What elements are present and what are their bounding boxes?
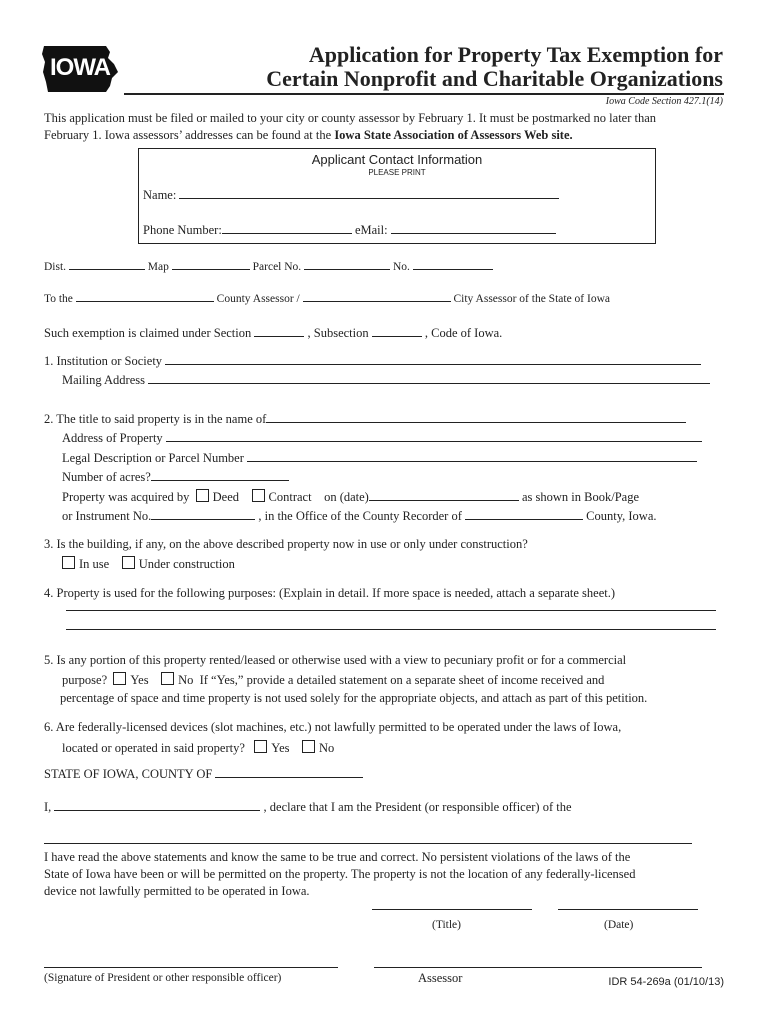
- in-use-label: In use: [79, 557, 110, 571]
- name-row: [143, 187, 559, 203]
- mailing-label: Mailing Address: [62, 373, 145, 387]
- map-label: Map: [147, 261, 169, 273]
- deed-label: Deed: [212, 490, 240, 504]
- title-field[interactable]: [372, 909, 532, 910]
- property-address-row: [62, 430, 702, 446]
- acres-label: Number of acres?: [62, 470, 151, 484]
- parcel-label: Parcel No.: [252, 261, 302, 273]
- legal-label: Legal Description or Parcel Number: [62, 451, 244, 465]
- purpose-line-1[interactable]: [66, 610, 716, 611]
- q6-yes-label: Yes: [271, 741, 290, 755]
- title-label: (Title): [432, 919, 461, 931]
- intro-line1: This application must be filed or mailed to your city or county assessor by February 1. It must be postmarked no later than: [44, 111, 657, 125]
- under-construction-checkbox[interactable]: [122, 556, 135, 569]
- page-title-line1: Application for Property Tax Exemption for: [308, 42, 723, 67]
- q1-row: [44, 353, 701, 369]
- address-label: Address of Property: [62, 431, 163, 445]
- name-label: Name:: [143, 188, 177, 202]
- instrument-row: [62, 508, 657, 524]
- county-of-field[interactable]: [215, 766, 363, 778]
- q3-label: 3. Is the building, if any, on the above described property now in use or only under construction?: [44, 537, 528, 551]
- page-title-line2: Certain Nonprofit and Charitable Organizations: [266, 66, 723, 91]
- state-county-row: [44, 766, 363, 782]
- statement-line1: I have read the above statements and know the same to be true and correct. No persistent violations of the laws of the: [44, 850, 631, 864]
- assessor-field[interactable]: [374, 967, 702, 968]
- parcel-field[interactable]: [304, 258, 390, 270]
- intro-line2-text: February 1. Iowa assessors’ addresses can be found at the: [44, 128, 335, 142]
- acquired-row: [62, 489, 639, 505]
- statement-line3: device not lawfully permitted to be operated in Iowa.: [44, 884, 310, 898]
- declarant-name-field[interactable]: [54, 799, 260, 811]
- phone-field[interactable]: [222, 222, 352, 234]
- mailing-address-field[interactable]: [148, 372, 710, 384]
- logo-text: IOWA: [50, 54, 110, 81]
- state-county-label: STATE OF IOWA, COUNTY OF: [44, 767, 213, 781]
- instrument-label: or Instrument No.: [62, 509, 152, 523]
- no-field[interactable]: [413, 258, 493, 270]
- no-label: No.: [392, 261, 410, 273]
- book-page-label: as shown in Book/Page: [521, 490, 639, 504]
- q6-no-checkbox[interactable]: [302, 740, 315, 753]
- header-rule: [124, 93, 724, 95]
- q5-line3: percentage of space and time property is not used solely for the appropriate objects, and attach as part of this petition.: [60, 691, 648, 705]
- property-address-field[interactable]: [166, 430, 702, 442]
- applicant-contact-box: [138, 148, 656, 244]
- title-name-field[interactable]: [266, 411, 686, 423]
- acquired-label: Property was acquired by: [62, 490, 190, 504]
- declare-row: [44, 799, 572, 815]
- to-label: To the: [44, 293, 73, 305]
- q2-label: 2. The title to said property is in the name of: [44, 412, 267, 426]
- q4-label: 4. Property is used for the following purposes: (Explain in detail. If more space is needed, attach a separate sheet.): [44, 586, 615, 600]
- recorder-county-field[interactable]: [465, 508, 583, 520]
- acquired-date-field[interactable]: [369, 489, 519, 501]
- dist-field[interactable]: [69, 258, 145, 270]
- contact-box-subtitle: PLEASE PRINT: [368, 168, 426, 177]
- q6-line1: 6. Are federally-licensed devices (slot machines, etc.) not lawfully permitted to be operated under the laws of Iowa,: [44, 720, 622, 734]
- claim-text-1: Such exemption is claimed under Section: [44, 326, 252, 340]
- q5-if-yes-text: If “Yes,” provide a detailed statement on a separate sheet of income received and: [199, 673, 605, 687]
- acres-row: [62, 469, 289, 485]
- signature-label: (Signature of President or other responsible officer): [44, 972, 282, 984]
- date-label: (Date): [604, 919, 634, 931]
- q3-options: [62, 556, 235, 572]
- email-field[interactable]: [391, 222, 556, 234]
- iowa-logo: [40, 42, 122, 96]
- county-iowa-label: County, Iowa.: [586, 509, 657, 523]
- q6-question: located or operated in said property?: [62, 741, 245, 755]
- assessors-website-link[interactable]: Iowa State Association of Assessors Web site.: [334, 128, 573, 142]
- claim-text-3: , Code of Iowa.: [424, 326, 503, 340]
- q6-no-label: No: [319, 741, 335, 755]
- q6-yes-checkbox[interactable]: [254, 740, 267, 753]
- purpose-line-2[interactable]: [66, 629, 716, 630]
- signature-field[interactable]: [44, 967, 338, 968]
- parcel-row: [44, 258, 493, 273]
- date-field[interactable]: [558, 909, 698, 910]
- purpose-label: purpose?: [62, 673, 108, 687]
- contract-label: Contract: [268, 490, 312, 504]
- q5-no-label: No: [178, 673, 194, 687]
- q1-mailing-row: [62, 372, 710, 388]
- declare-text: , declare that I am the President (or responsible officer) of the: [263, 800, 572, 814]
- dist-label: Dist.: [44, 261, 67, 273]
- county-assessor-label: County Assessor /: [216, 293, 300, 305]
- q2-row: [44, 411, 686, 427]
- under-construction-label: Under construction: [138, 557, 235, 571]
- form-id: IDR 54-269a (01/10/13): [608, 976, 724, 988]
- in-use-checkbox[interactable]: [62, 556, 75, 569]
- email-label: eMail:: [354, 223, 388, 237]
- instrument-field[interactable]: [151, 508, 255, 520]
- institution-field[interactable]: [165, 353, 701, 365]
- name-field[interactable]: [179, 187, 559, 199]
- statement-line2: State of Iowa have been or will be permitted on the property. The property is not the location of any federally-licensed: [44, 867, 636, 881]
- q5-line1: 5. Is any portion of this property rented/leased or otherwise used with a view to pecuniary profit or for a commercial: [44, 653, 627, 667]
- q1-label: 1. Institution or Society: [44, 354, 163, 368]
- city-assessor-label: City Assessor of the State of Iowa: [453, 293, 610, 305]
- i-label: I,: [44, 800, 52, 814]
- legal-description-field[interactable]: [247, 450, 697, 462]
- map-field[interactable]: [172, 258, 250, 270]
- city-name-field[interactable]: [303, 290, 451, 302]
- q5-yes-label: Yes: [130, 673, 149, 687]
- q5-line2: [62, 672, 604, 688]
- phone-email-row: [143, 222, 556, 238]
- contact-box-title: Applicant Contact Information: [311, 152, 483, 167]
- claim-text-2: , Subsection: [307, 326, 369, 340]
- section-field[interactable]: [254, 325, 304, 337]
- q6-line2: [62, 740, 334, 756]
- county-name-field[interactable]: [76, 290, 214, 302]
- code-section: Iowa Code Section 427.1(14): [605, 96, 723, 107]
- subsection-field[interactable]: [372, 325, 422, 337]
- organization-name-field[interactable]: [44, 843, 692, 844]
- claim-row: [44, 325, 502, 341]
- phone-label: Phone Number:: [143, 223, 222, 237]
- legal-row: [62, 450, 697, 466]
- deed-checkbox[interactable]: [196, 489, 209, 502]
- q5-no-checkbox[interactable]: [161, 672, 174, 685]
- assessor-label: Assessor: [418, 971, 463, 985]
- to-row: [44, 290, 610, 305]
- recorder-label: , in the Office of the County Recorder of: [258, 509, 462, 523]
- acres-field[interactable]: [151, 469, 289, 481]
- on-date-label: on (date): [324, 490, 369, 504]
- intro-line2: [44, 128, 573, 143]
- q5-yes-checkbox[interactable]: [113, 672, 126, 685]
- contract-checkbox[interactable]: [252, 489, 265, 502]
